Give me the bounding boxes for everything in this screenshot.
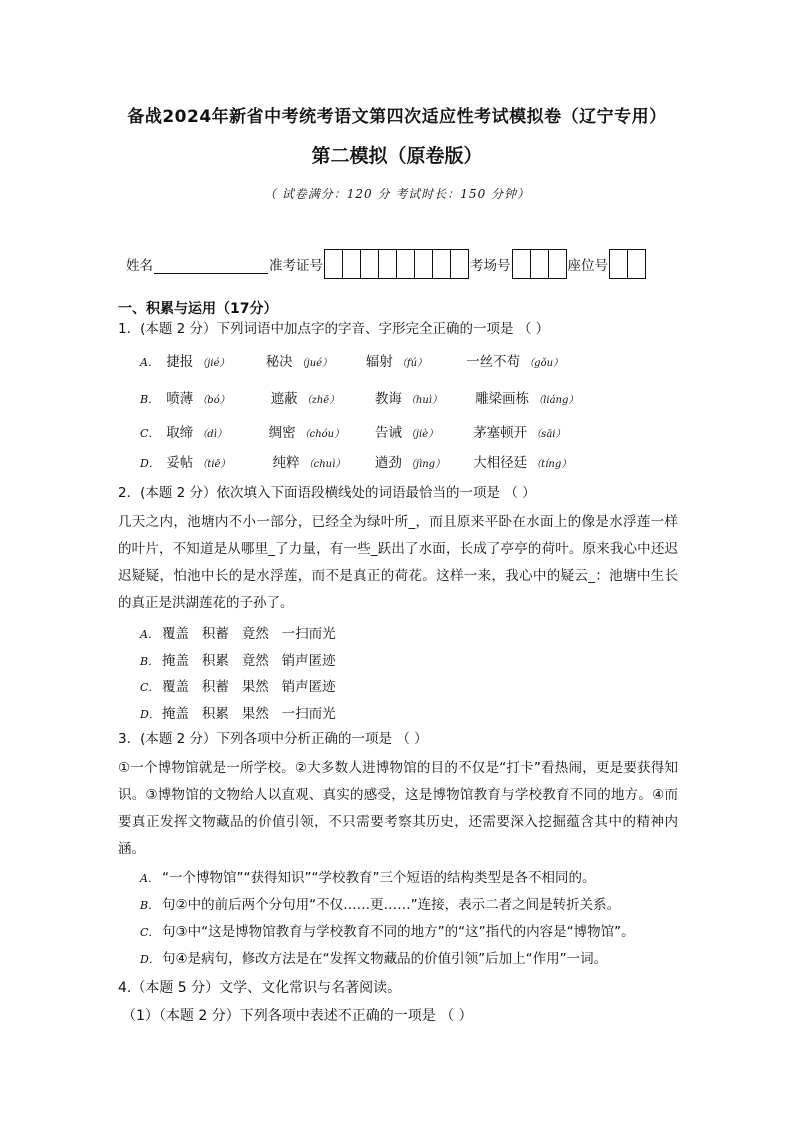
q1-word: 一丝不苟 （gǒu） [466, 354, 564, 370]
q1-option-b[interactable] [140, 387, 578, 407]
digit-box[interactable] [451, 250, 468, 278]
option-letter: C． [140, 427, 160, 440]
exam-duration-info: （ 试卷满分：120 分 考试时长：150 分钟） [263, 187, 531, 201]
seat-boxes[interactable] [609, 249, 646, 279]
room-label: 考场号 [470, 258, 511, 274]
digit-box[interactable] [325, 250, 343, 278]
q3-option-b[interactable] [140, 893, 620, 913]
q1-word: 遮蔽 （zhē） [270, 391, 340, 407]
option-text: 掩盖 积累 果然 一扫而光 [162, 706, 336, 722]
option-letter: D． [140, 708, 160, 721]
q1-word: 绸密 （chóu） [268, 425, 345, 441]
q2-stem: 2．(本题 2 分）依次填入下面语段横线处的词语最恰当的一项是 （ ） [118, 485, 536, 501]
q1-stem: 1．(本题 2 分）下列词语中加点字的字音、字形完全正确的一项是 （ ） [118, 321, 550, 337]
option-text: 句②中的前后两个分句用“不仅……更……”连接，表示二者之间是转折关系。 [162, 897, 621, 913]
q1-word: 纯粹 （chuì） [272, 455, 346, 471]
q1-word: 辐射 （fú） [365, 354, 428, 370]
q2-passage: 几天之内，池塘内不小一部分，已经全为绿叶所_，而且原来平卧在水面上的像是水浮莲一样的叶片，不知道是从哪里_了力量，有一些_跃出了水面，长成了亭亭的荷叶。原来我心中还迟迟疑疑，怕池中长的是水浮莲，而不是真正的荷花。这样一来，我心中的疑云_：池塘中生长的真正是洪湖莲花的子孙了。 [118, 514, 678, 611]
digit-box[interactable] [531, 250, 549, 278]
exam-no-boxes[interactable] [324, 249, 469, 279]
option-letter: B． [140, 393, 160, 406]
q1-word: 秘决 （jué） [265, 354, 333, 370]
option-letter: D． [140, 953, 160, 966]
q1-option-d[interactable] [140, 451, 571, 471]
option-letter: C． [140, 926, 160, 939]
digit-box[interactable] [433, 250, 451, 278]
name-label: 姓名 [126, 258, 153, 274]
digit-box[interactable] [397, 250, 415, 278]
option-text: 句③中“这是博物馆教育与学校教育不同的地方”的“这”指代的内容是“博物馆”。 [162, 924, 635, 940]
q1-word: 取缔 （dì） [166, 425, 227, 441]
option-letter: B． [140, 655, 160, 668]
digit-box[interactable] [549, 250, 566, 278]
student-info-line [126, 248, 647, 280]
q3-option-c[interactable] [140, 920, 635, 940]
room-boxes[interactable] [512, 249, 567, 279]
q1-word: 大相径廷 （tíng） [473, 455, 572, 471]
q1-word: 告诫 （jiè） [374, 425, 439, 441]
q2-option-a[interactable] [140, 622, 336, 642]
q1-word: 捷报 （jié） [166, 354, 230, 370]
q2-option-d[interactable] [140, 702, 336, 722]
name-field[interactable] [154, 255, 268, 274]
digit-box[interactable] [628, 250, 645, 278]
section-title: 一、积累与运用（17分） [118, 301, 278, 317]
q1-word: 妥帖 （tiē） [166, 455, 231, 471]
q3-passage: ①一个博物馆就是一所学校。②大多数人进博物馆的目的不仅是“打卡”看热闹，更是要获得知识。③博物馆的文物给人以直观、真实的感受，这是博物馆教育与学校教育不同的地方。④而要真正发挥文物藏品的价值引领，不只需要考察其历史，还需要深入挖掘蕴含其中的精神内涵。 [118, 760, 678, 857]
digit-box[interactable] [361, 250, 379, 278]
q1-option-a[interactable] [140, 350, 563, 370]
option-letter: A． [140, 356, 159, 369]
q1-word: 教诲 （huì） [374, 391, 442, 407]
option-text: 掩盖 积累 竟然 销声匿迹 [162, 653, 336, 669]
exam-title: 备战2024年新省中考统考语文第四次适应性考试模拟卷（辽宁专用） [127, 107, 667, 127]
exam-no-label: 准考证号 [269, 258, 323, 274]
option-letter: B． [140, 899, 160, 912]
digit-box[interactable] [610, 250, 628, 278]
digit-box[interactable] [415, 250, 433, 278]
option-text: 覆盖 积蓄 竟然 一扫而光 [162, 626, 336, 642]
seat-label: 座位号 [567, 258, 608, 274]
q1-word: 遒劲 （jìng） [374, 455, 446, 471]
option-letter: A． [140, 872, 159, 885]
q1-option-c[interactable] [140, 421, 565, 441]
exam-subtitle: 第二模拟（原卷版） [311, 145, 483, 167]
q3-stem: 3．(本题 2 分）下列各项中分析正确的一项是 （ ） [118, 731, 428, 747]
q1-word: 雕梁画栋 （liáng） [475, 391, 579, 407]
digit-box[interactable] [379, 250, 397, 278]
option-text: 句④是病句，修改方法是在“发挥文物藏品的价值引领”后加上“作用”一词。 [162, 951, 608, 967]
digit-box[interactable] [343, 250, 361, 278]
q3-option-d[interactable] [140, 947, 607, 967]
q1-word: 喷薄 （bó） [166, 391, 230, 407]
option-letter: A． [140, 628, 159, 641]
q2-option-c[interactable] [140, 675, 336, 695]
q4-stem: 4.（本题 5 分）文学、文化常识与名著阅读。 [118, 980, 402, 996]
option-letter: D． [140, 457, 160, 470]
option-text: “一个博物馆”“获得知识”“学校教育”三个短语的结构类型是各不相同的。 [162, 870, 596, 886]
q2-option-b[interactable] [140, 649, 336, 669]
q3-option-a[interactable] [140, 866, 595, 886]
q4-sub1: （1）（本题 2 分）下列各项中表述不正确的一项是 （ ） [122, 1008, 473, 1024]
option-letter: C． [140, 681, 160, 694]
option-text: 覆盖 积蓄 果然 销声匿迹 [162, 679, 336, 695]
digit-box[interactable] [513, 250, 531, 278]
q1-word: 茅塞顿开 （sāi） [473, 425, 566, 441]
